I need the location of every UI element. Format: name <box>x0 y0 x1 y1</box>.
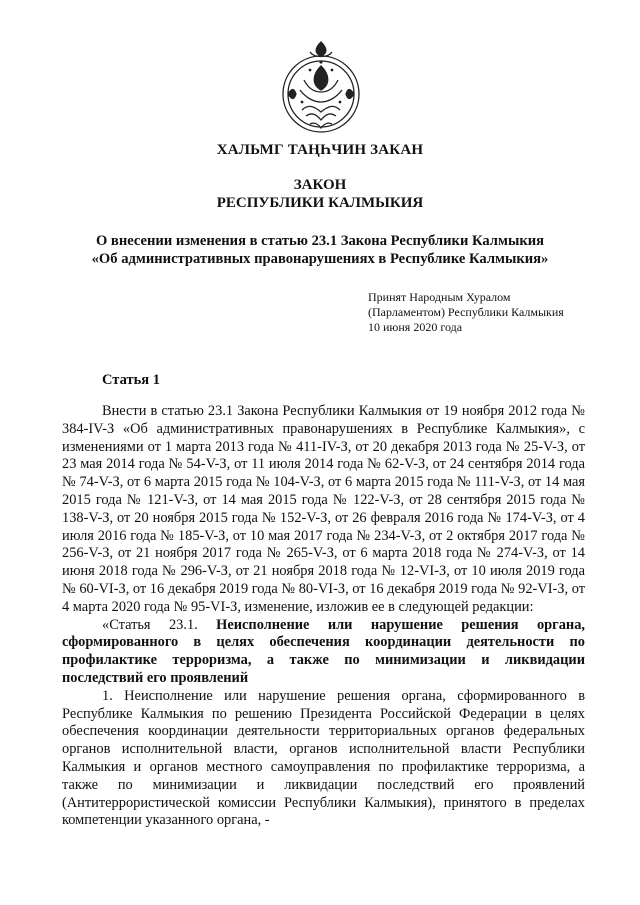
quote-title-text: Неисполнение или нарушение решения органа, сформированного в целях обеспечения координации деятельности по профилактике терроризма, а также по минимизации и ликвидации последствий его проявлений <box>62 616 585 686</box>
article-paragraph-1: Внести в статью 23.1 Закона Республики Калмыкия от 19 ноября 2012 года № 384-IV-З «Об административных правонарушениях в Республике Калмыкия», с изменениями от 1 марта 2013 года № 411-IV-З, от 20 декабря 2013 года № 25-V-З, от 23 мая 2014 года № 54-V-З, от 11 июля 2014 года № 62-V-З, от 24 сентября 2014 года № 74-V-З, от 6 марта 2015 года № 104-V-З, от 6 марта 2015 года № 111-V-З, от 14 мая 2015 года № 121-V-З, от 14 мая 2015 года № 122-V-З, от 28 сентября 2015 года № 138-V-З, от 20 ноября 2015 года № 152-V-З, от 26 февраля 2016 года № 174-V-З, от 4 июля 2016 года № 185-V-З, от 10 мая 2017 года № 234-V-З, от 2 октября 2017 года № 256-V-З, от 21 ноября 2017 года № 265-V-З, от 6 марта 2018 года № 274-V-З, от 14 июня 2018 года № 296-V-З, от 21 ноября 2018 года № 12-VI-З, от 10 июля 2019 года № 60-VI-З, от 16 декабря 2019 года № 80-VI-З, от 16 декабря 2019 года № 92-VI-З, от 4 марта 2020 года № 95-VI-З, изменение, изложив ее в следующей редакции: <box>62 403 585 615</box>
article-quote-title <box>62 617 585 688</box>
law-word: ЗАКОН <box>293 177 347 193</box>
quote-prefix: «Статья 23.1. <box>102 616 217 633</box>
adoption-date: 10 июня 2020 года <box>368 320 463 334</box>
coat-of-arms-icon <box>280 40 362 138</box>
adoption-line-1: Принят Народным Хуралом <box>368 290 511 304</box>
subject-line-1: О внесении изменения в статью 23.1 Закона Республики Калмыкия <box>95 233 545 249</box>
subject-line-2: «Об административных правонарушениях в Республике Калмыкия» <box>91 251 549 267</box>
adoption-line-2: (Парламентом) Республики Калмыкия <box>368 305 564 319</box>
article-body <box>62 403 585 830</box>
republic-name: РЕСПУБЛИКИ КАЛМЫКИЯ <box>216 195 424 211</box>
adoption-note <box>368 290 564 335</box>
kalmyk-law-title: ХАЛЬМГ ТАҢҺЧИН ЗАКАН <box>216 142 424 158</box>
article-paragraph-2: 1. Неисполнение или нарушение решения органа, сформированного в Республике Калмыкия по решению Президента Российской Федерации в целях обеспечения координации деятельности территориальных органов федеральных органов исполнительной власти, органов исполнительной власти Республики Калмыкия и органов местного самоуправления по профилактике терроризма, а также по минимизации и ликвидации последствий его проявлений (Антитеррористической комиссии Республики Калмыкия), принятого в пределах компетенции указанного органа, - <box>62 687 585 829</box>
article-heading: Статья 1 <box>102 372 160 388</box>
law-subject <box>0 232 640 268</box>
